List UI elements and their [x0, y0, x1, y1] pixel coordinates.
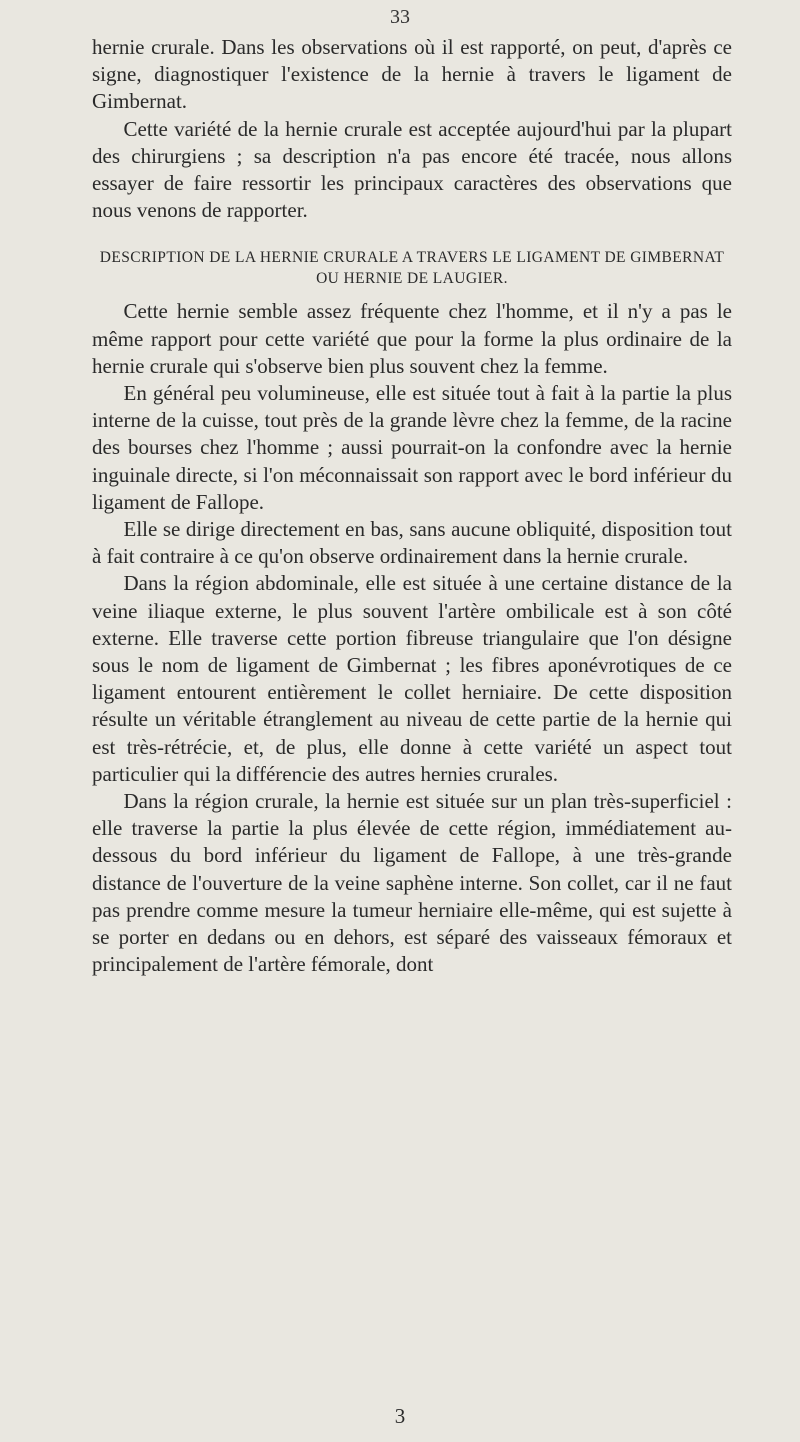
page-number: 33 [390, 6, 410, 28]
paragraph: Elle se dirige directement en bas, sans aucune obliquité, disposition tout à fait contraire à ce qu'on observe ordinairement dans la hernie crurale. [92, 517, 732, 569]
paragraph: Dans la région abdominale, elle est située à une certaine distance de la veine iliaque externe, le plus souvent l'artère ombilicale est à son côté externe. Elle traverse cette portion fibreuse triangulaire que l'on désigne sous le nom de ligament de Gimbernat ; les fibres aponévrotiques de ce ligament entourent entièrement le collet herniaire. De cette disposition résulte un véritable étranglement au niveau de cette partie de la hernie qui est très-rétrécie, et, de plus, elle donne à cette variété un aspect tout particulier qui la différencie des autres hernies crurales. [92, 571, 732, 786]
paragraph-continuation: hernie crurale. Dans les observations où il est rapporté, on peut, d'après ce signe, diagnostiquer l'existence de la hernie à travers le ligament de Gimbernat. [92, 35, 732, 114]
section-heading-line-1: DESCRIPTION DE LA HERNIE CRURALE A TRAVERS LE LIGAMENT DE GIMBERNAT [99, 249, 725, 267]
paragraph: Cette variété de la hernie crurale est acceptée aujourd'hui par la plupart des chirurgiens ; sa description n'a pas encore été tracée, nous allons essayer de faire ressortir les principaux caractères des observations que nous venons de rapporter. [92, 116, 732, 223]
section-heading-line-2: OU HERNIE DE LAUGIER. [316, 270, 508, 288]
paragraph: En général peu volumineuse, elle est située tout à fait à la partie la plus interne de la cuisse, tout près de la grande lèvre chez la femme, de la racine des bourses chez l'homme ; aussi pourrait-on la confondre avec la hernie inguinale directe, si l'on méconnaissait son rapport avec le bord inférieur du ligament de Fallope. [92, 381, 732, 514]
section-heading [92, 247, 732, 289]
paragraph: Dans la région crurale, la hernie est située sur un plan très-superficiel : elle traverse la partie la plus élevée de cette région, immédiatement au-dessous du bord inférieur du ligament de Fallope, à une très-grande distance de l'ouverture de la veine saphène interne. Son collet, car il ne faut pas prendre comme mesure la tumeur herniaire elle-même, qui est sujette à se porter en dedans ou en dehors, est séparé des vaisseaux fémoraux et principalement de l'artère fémorale, dont [92, 789, 732, 977]
signature-mark: 3 [394, 1404, 406, 1428]
body-text [92, 34, 732, 979]
paragraph: Cette hernie semble assez fréquente chez l'homme, et il n'y a pas le même rapport pour cette variété que pour la forme la plus ordinaire de la hernie crurale qui s'observe bien plus souvent chez la femme. [92, 299, 732, 378]
